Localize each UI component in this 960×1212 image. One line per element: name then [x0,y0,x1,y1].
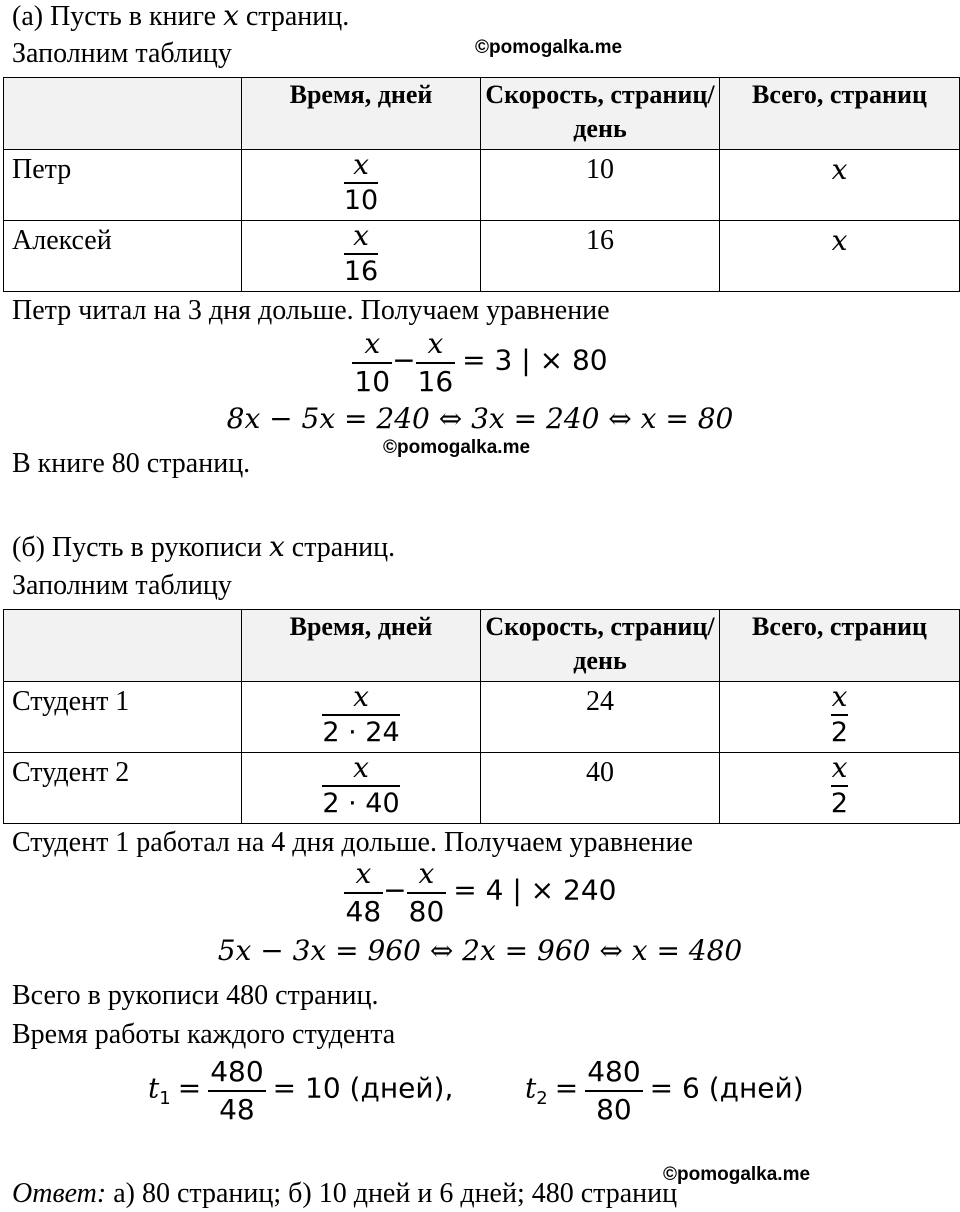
row-time: $\frac{x}{2 \cdot 40}$ [242,753,481,824]
row-time: $\frac{x}{10}$ [242,150,481,221]
row-time: $\frac{x}{2 \cdot 24}$ [242,682,481,753]
row-total: x [720,150,960,221]
table-header-row [4,78,960,150]
part-b-conclusion: Всего в рукописи 480 страниц. [12,980,379,1011]
table-part-a [3,77,960,292]
row-name: Алексей [4,221,242,292]
row-total: $\frac{x}{2}$ [720,753,960,824]
part-a-equation-2: 8x − 5x = 240 ⇔ 3x = 240 ⇔ x = 80 [226,402,734,435]
part-a-intro: (а) Пусть в книге x страниц. [12,0,350,32]
watermark: ©pomogalka.me [475,37,623,58]
row-speed: 24 [481,682,720,753]
header-empty [4,610,242,682]
part-b-fill-table: Заполним таблицу [12,570,232,601]
row-speed: 40 [481,753,720,824]
header-time: Время, дней [242,610,481,682]
header-speed: Скорость, страниц/день [481,610,720,682]
header-time: Время, дней [242,78,481,150]
row-speed: 16 [481,221,720,292]
fraction: $\frac{x}{48}$ [345,857,382,928]
part-a-fill-table: Заполним таблицу [12,38,232,69]
t1-formula: $t_1$ = $\frac{480}{48}$ = 10 (дней), [148,1055,454,1126]
row-total: x [720,221,960,292]
table-row [4,150,960,221]
fraction: $\frac{x}{16}$ [417,327,454,398]
part-a-conclusion: В книге 80 страниц. [12,448,251,479]
answer [12,1180,677,1208]
table-header-row [4,610,960,682]
row-name: Студент 2 [4,753,242,824]
answer-text: а) 80 страниц; б) 10 дней и 6 дней; 480 страниц [113,1178,678,1209]
part-b-equation-1: $\frac{x}{48}$ − $\frac{x}{80}$ = 4 | × 240 [345,857,617,928]
table-row [4,753,960,824]
watermark: ©pomogalka.me [663,1164,811,1185]
part-b-intro: (б) Пусть в рукописи x страниц. [12,530,396,563]
part-a-condition: Петр читал на 3 дня дольше. Получаем уравнение [12,295,610,326]
table-row [4,221,960,292]
header-total: Всего, страниц [720,78,960,150]
row-total: $\frac{x}{2}$ [720,682,960,753]
table-row [4,682,960,753]
header-speed: Скорость, страниц/день [481,78,720,150]
fraction: $\frac{x}{80}$ [408,857,445,928]
part-a-equation-1: $\frac{x}{10}$ − $\frac{x}{16}$ = 3 | × 80 [354,327,608,398]
part-b-equation-2: 5x − 3x = 960 ⇔ 2x = 960 ⇔ x = 480 [217,934,743,967]
row-name: Студент 1 [4,682,242,753]
row-time: $\frac{x}{16}$ [242,221,481,292]
part-b-work-time: Время работы каждого студента [12,1019,396,1050]
watermark: ©pomogalka.me [383,437,531,458]
row-speed: 10 [481,150,720,221]
answer-label: Ответ: [12,1178,107,1209]
fraction: $\frac{x}{10}$ [354,327,391,398]
t2-formula: $t_2$ = $\frac{480}{80}$ = 6 (дней) [525,1055,804,1126]
row-name: Петр [4,150,242,221]
header-total: Всего, страниц [720,610,960,682]
part-b-condition: Студент 1 работал на 4 дня дольше. Получаем уравнение [12,827,693,858]
header-empty [4,78,242,150]
table-part-b [3,609,960,824]
